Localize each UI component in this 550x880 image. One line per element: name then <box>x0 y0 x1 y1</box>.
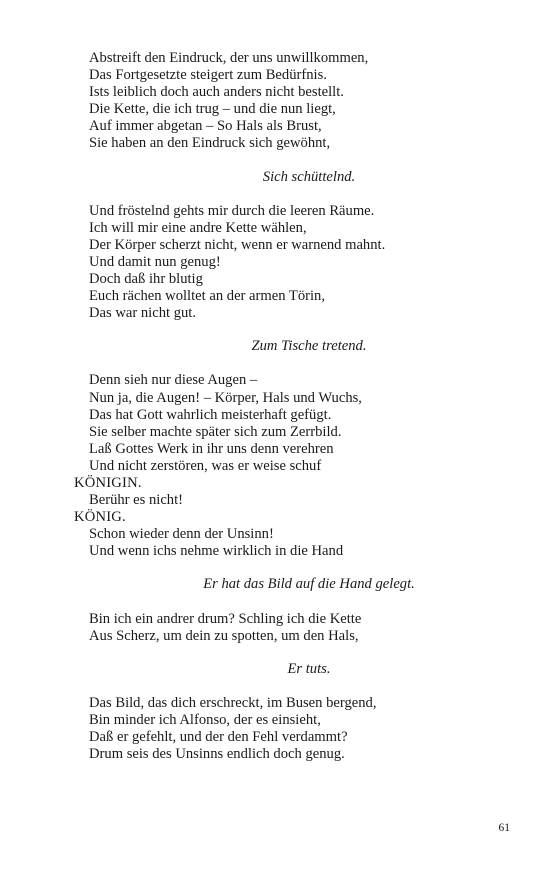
verse-line: Und damit nun genug! <box>89 253 221 270</box>
verse-line: Denn sieh nur diese Augen – <box>89 372 258 389</box>
verse-line: Das war nicht gut. <box>89 305 196 322</box>
verse-line: Das hat Gott wahrlich meisterhaft gefügt. <box>89 406 332 423</box>
verse-line: Das Fortgesetzte steigert zum Bedürfnis. <box>89 67 327 84</box>
verse-line: Ists leiblich doch auch anders nicht bestellt. <box>89 84 344 101</box>
verse-line: Daß er gefehlt, und der den Fehl verdammt? <box>89 729 348 745</box>
stage-direction: Er tuts. <box>287 660 331 677</box>
verse-line: Ich will mir eine andre Kette wählen, <box>89 219 307 236</box>
verse-line: Euch rächen wolltet an der armen Törin, <box>89 288 325 305</box>
speaker-name: KÖNIG. <box>74 509 126 526</box>
drama-text <box>74 50 514 763</box>
verse-line: Auf immer abgetan – So Hals als Brust, <box>89 118 322 135</box>
stage-direction: Er hat das Bild auf die Hand gelegt. <box>203 576 415 593</box>
verse-line: Berühr es nicht! <box>89 492 184 509</box>
verse-line: Nun ja, die Augen! – Körper, Hals und Wuchs, <box>89 389 362 406</box>
verse-line: Bin minder ich Alfonso, der es einsieht, <box>89 711 321 728</box>
verse-line: Doch daß ihr blutig <box>89 271 203 288</box>
page-number: 61 <box>498 822 510 834</box>
verse-line: Drum seis des Unsinns endlich doch genug. <box>89 746 345 763</box>
verse-line: Und wenn ichs nehme wirklich in die Hand <box>89 543 344 560</box>
verse-line: Bin ich ein andrer drum? Schling ich die Kette <box>89 610 362 627</box>
verse-line: Die Kette, die ich trug – und die nun liegt, <box>89 101 336 118</box>
verse-line: Sie selber machte später sich zum Zerrbild. <box>89 423 342 440</box>
verse-line: Abstreift den Eindruck, der uns unwillkommen, <box>89 50 369 66</box>
verse-line: Der Körper scherzt nicht, wenn er warnend mahnt. <box>89 236 386 253</box>
verse-line: Schon wieder denn der Unsinn! <box>89 526 274 543</box>
verse-line: Und fröstelnd gehts mir durch die leeren Räume. <box>89 202 375 219</box>
verse-line: Und nicht zerstören, was er weise schuf <box>89 457 322 474</box>
verse-line: Sie haben an den Eindruck sich gewöhnt, <box>89 135 331 152</box>
verse-line: Aus Scherz, um dein zu spotten, um den Hals, <box>89 627 359 644</box>
verse-line: Laß Gottes Werk in ihr uns denn verehren <box>89 440 334 457</box>
speaker-name: KÖNIGIN. <box>74 474 142 491</box>
verse-line: Das Bild, das dich erschreckt, im Busen bergend, <box>89 694 377 711</box>
stage-direction: Sich schüttelnd. <box>262 168 356 185</box>
stage-direction: Zum Tische tretend. <box>251 338 367 355</box>
